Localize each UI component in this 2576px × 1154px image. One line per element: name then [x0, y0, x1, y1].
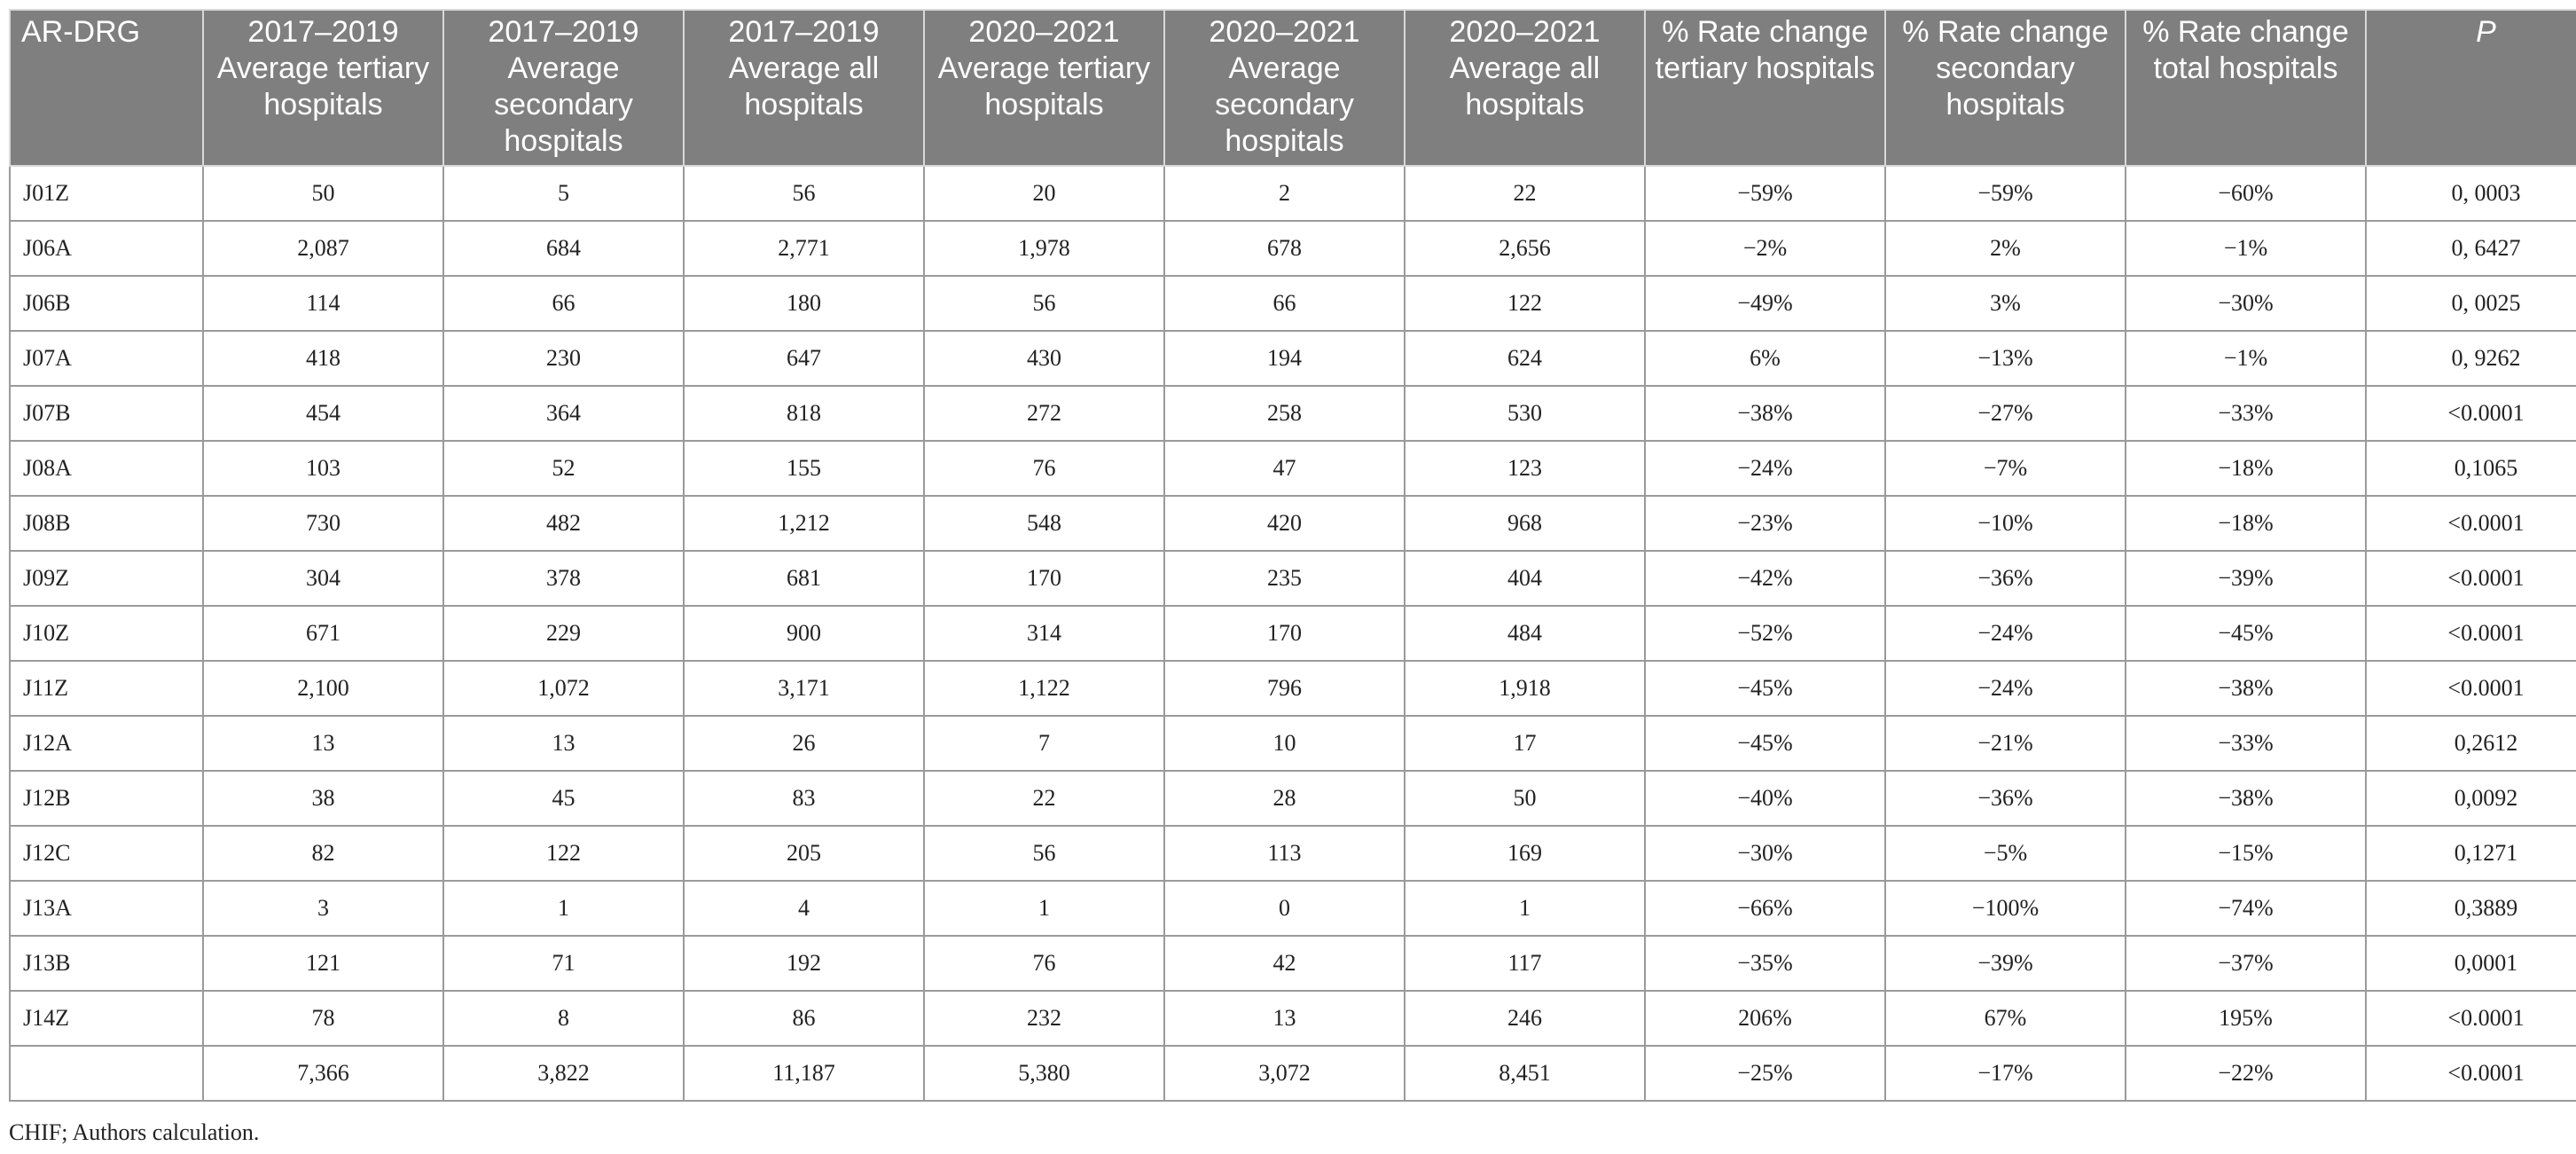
table-header	[10, 10, 2576, 166]
table-row	[10, 221, 2576, 276]
table-cell: 11,187	[684, 1046, 924, 1101]
table-cell: −36%	[1885, 771, 2126, 826]
table-cell: −18%	[2126, 441, 2366, 496]
table-cell: 420	[1164, 496, 1405, 551]
data-table	[9, 9, 2576, 1102]
table-cell: 0, 0025	[2366, 276, 2576, 331]
table-cell: 314	[924, 606, 1164, 661]
row-label-cell: J06B	[10, 276, 203, 331]
table-cell: −38%	[2126, 771, 2366, 826]
table-cell: 17	[1405, 716, 1645, 771]
table-cell: 454	[203, 386, 443, 441]
table-cell: 1,978	[924, 221, 1164, 276]
table-cell: 0,0092	[2366, 771, 2576, 826]
table-cell: 50	[203, 166, 443, 221]
table-cell: 52	[443, 441, 684, 496]
table-cell: 22	[924, 771, 1164, 826]
column-header-3: 2017–2019 Average all hospitals	[684, 10, 924, 166]
table-cell: 647	[684, 331, 924, 386]
table-cell: <0.0001	[2366, 1046, 2576, 1101]
table-cell: −42%	[1645, 551, 1885, 606]
table-cell: 2,771	[684, 221, 924, 276]
table-row	[10, 771, 2576, 826]
table-cell: 684	[443, 221, 684, 276]
table-cell: 0, 6427	[2366, 221, 2576, 276]
table-cell: 22	[1405, 166, 1645, 221]
table-cell: −18%	[2126, 496, 2366, 551]
table-cell: 230	[443, 331, 684, 386]
table-cell: 78	[203, 991, 443, 1046]
table-cell: −45%	[1645, 716, 1885, 771]
table-cell: <0.0001	[2366, 606, 2576, 661]
table-cell: 2	[1164, 166, 1405, 221]
table-cell: 730	[203, 496, 443, 551]
row-label-cell: J07B	[10, 386, 203, 441]
table-row	[10, 331, 2576, 386]
column-header-6: 2020–2021 Average all hospitals	[1405, 10, 1645, 166]
table-cell: <0.0001	[2366, 551, 2576, 606]
table-cell: 113	[1164, 826, 1405, 881]
table-cell: 3	[203, 881, 443, 936]
table-cell: 206%	[1645, 991, 1885, 1046]
table-cell: 2,087	[203, 221, 443, 276]
table-cell: −30%	[2126, 276, 2366, 331]
row-label-cell: J08B	[10, 496, 203, 551]
table-cell: −10%	[1885, 496, 2126, 551]
table-cell: 548	[924, 496, 1164, 551]
table-cell: <0.0001	[2366, 991, 2576, 1046]
table-cell: −66%	[1645, 881, 1885, 936]
table-cell: 364	[443, 386, 684, 441]
table-cell: 671	[203, 606, 443, 661]
table-cell: −38%	[2126, 661, 2366, 716]
table-cell: 114	[203, 276, 443, 331]
table-cell: 0,0001	[2366, 936, 2576, 991]
table-cell: 56	[684, 166, 924, 221]
table-cell: 8,451	[1405, 1046, 1645, 1101]
table-cell: 5,380	[924, 1046, 1164, 1101]
table-cell: −74%	[2126, 881, 2366, 936]
table-cell: 0,2612	[2366, 716, 2576, 771]
table-cell: 7,366	[203, 1046, 443, 1101]
table-cell: 47	[1164, 441, 1405, 496]
table-cell: −35%	[1645, 936, 1885, 991]
table-row	[10, 716, 2576, 771]
table-cell: 42	[1164, 936, 1405, 991]
table-cell: 50	[1405, 771, 1645, 826]
table-cell: −37%	[2126, 936, 2366, 991]
row-label-cell: J06A	[10, 221, 203, 276]
row-label-cell: J07A	[10, 331, 203, 386]
table-cell: 418	[203, 331, 443, 386]
data-table-container	[9, 9, 2567, 1102]
table-cell: 6%	[1645, 331, 1885, 386]
table-cell: 0,3889	[2366, 881, 2576, 936]
column-header-0: AR-DRG	[10, 10, 203, 166]
table-cell: 86	[684, 991, 924, 1046]
table-cell: −25%	[1645, 1046, 1885, 1101]
table-row	[10, 826, 2576, 881]
table-cell: 681	[684, 551, 924, 606]
row-label-cell: J10Z	[10, 606, 203, 661]
table-cell: 246	[1405, 991, 1645, 1046]
table-cell: 155	[684, 441, 924, 496]
table-cell: −24%	[1885, 606, 2126, 661]
table-row	[10, 166, 2576, 221]
table-cell: −7%	[1885, 441, 2126, 496]
table-cell: 76	[924, 936, 1164, 991]
table-cell: 20	[924, 166, 1164, 221]
table-cell: −33%	[2126, 716, 2366, 771]
table-cell: 1,918	[1405, 661, 1645, 716]
column-header-2: 2017–2019 Average secondary hospitals	[443, 10, 684, 166]
table-cell: −22%	[2126, 1046, 2366, 1101]
table-row	[10, 991, 2576, 1046]
table-cell: 0,1271	[2366, 826, 2576, 881]
table-cell: −15%	[2126, 826, 2366, 881]
row-label-cell: J13B	[10, 936, 203, 991]
table-cell: 5	[443, 166, 684, 221]
table-cell: 229	[443, 606, 684, 661]
table-row	[10, 441, 2576, 496]
table-cell: −39%	[2126, 551, 2366, 606]
table-cell: 195%	[2126, 991, 2366, 1046]
table-cell: 1,212	[684, 496, 924, 551]
row-label-cell: J09Z	[10, 551, 203, 606]
table-cell: −5%	[1885, 826, 2126, 881]
table-cell: −21%	[1885, 716, 2126, 771]
table-cell: 28	[1164, 771, 1405, 826]
row-label-cell: J08A	[10, 441, 203, 496]
table-cell: 272	[924, 386, 1164, 441]
table-cell: 122	[1405, 276, 1645, 331]
table-cell: 2,656	[1405, 221, 1645, 276]
table-cell: 1	[443, 881, 684, 936]
table-cell: 404	[1405, 551, 1645, 606]
table-row	[10, 661, 2576, 716]
table-cell: −38%	[1645, 386, 1885, 441]
table-cell: 482	[443, 496, 684, 551]
table-row	[10, 1046, 2576, 1101]
table-footnote: CHIF; Authors calculation.	[9, 1119, 260, 1145]
table-cell: 170	[1164, 606, 1405, 661]
table-cell: <0.0001	[2366, 661, 2576, 716]
table-cell: 818	[684, 386, 924, 441]
table-cell: <0.0001	[2366, 386, 2576, 441]
table-cell: −52%	[1645, 606, 1885, 661]
table-cell: −59%	[1885, 166, 2126, 221]
table-cell: 123	[1405, 441, 1645, 496]
table-row	[10, 551, 2576, 606]
row-label-cell: J14Z	[10, 991, 203, 1046]
table-cell: 4	[684, 881, 924, 936]
table-cell: −36%	[1885, 551, 2126, 606]
table-cell: 0, 9262	[2366, 331, 2576, 386]
table-cell: 83	[684, 771, 924, 826]
table-cell: −60%	[2126, 166, 2366, 221]
column-header-5: 2020–2021 Average secondary hospitals	[1164, 10, 1405, 166]
table-cell: 235	[1164, 551, 1405, 606]
table-cell: −17%	[1885, 1046, 2126, 1101]
table-row	[10, 496, 2576, 551]
column-header-9: % Rate change total hospitals	[2126, 10, 2366, 166]
row-label-cell: J01Z	[10, 166, 203, 221]
table-cell: 1	[1405, 881, 1645, 936]
table-cell: 2,100	[203, 661, 443, 716]
table-cell: −1%	[2126, 221, 2366, 276]
table-cell: −27%	[1885, 386, 2126, 441]
table-cell: −39%	[1885, 936, 2126, 991]
table-cell: 430	[924, 331, 1164, 386]
table-cell: −100%	[1885, 881, 2126, 936]
table-cell: 7	[924, 716, 1164, 771]
table-cell: 192	[684, 936, 924, 991]
table-cell: 1	[924, 881, 1164, 936]
table-cell: 900	[684, 606, 924, 661]
table-cell: 8	[443, 991, 684, 1046]
table-cell: 0, 0003	[2366, 166, 2576, 221]
table-cell: 0,1065	[2366, 441, 2576, 496]
table-cell: 304	[203, 551, 443, 606]
table-cell: −13%	[1885, 331, 2126, 386]
table-cell: 3,822	[443, 1046, 684, 1101]
table-cell: 194	[1164, 331, 1405, 386]
table-cell: 3%	[1885, 276, 2126, 331]
table-cell: 3,171	[684, 661, 924, 716]
table-cell: 13	[1164, 991, 1405, 1046]
table-cell: 76	[924, 441, 1164, 496]
table-cell: −24%	[1645, 441, 1885, 496]
table-cell: 103	[203, 441, 443, 496]
table-cell: 122	[443, 826, 684, 881]
table-cell: −1%	[2126, 331, 2366, 386]
table-row	[10, 936, 2576, 991]
table-row	[10, 386, 2576, 441]
table-cell: 121	[203, 936, 443, 991]
table-cell: 66	[1164, 276, 1405, 331]
table-cell: 45	[443, 771, 684, 826]
table-cell: 13	[203, 716, 443, 771]
table-body	[10, 166, 2576, 1101]
row-label-cell: J13A	[10, 881, 203, 936]
table-cell: 67%	[1885, 991, 2126, 1046]
table-cell: 169	[1405, 826, 1645, 881]
table-cell: 530	[1405, 386, 1645, 441]
column-header-8: % Rate change secondary hospitals	[1885, 10, 2126, 166]
row-label-cell	[10, 1046, 203, 1101]
table-cell: 3,072	[1164, 1046, 1405, 1101]
row-label-cell: J12A	[10, 716, 203, 771]
table-cell: 968	[1405, 496, 1645, 551]
table-cell: −49%	[1645, 276, 1885, 331]
table-cell: 66	[443, 276, 684, 331]
table-cell: −24%	[1885, 661, 2126, 716]
table-cell: 71	[443, 936, 684, 991]
row-label-cell: J12C	[10, 826, 203, 881]
header-row	[10, 10, 2576, 166]
table-cell: 378	[443, 551, 684, 606]
table-cell: 117	[1405, 936, 1645, 991]
table-cell: 0	[1164, 881, 1405, 936]
table-cell: 205	[684, 826, 924, 881]
p-value-header-label: P	[2476, 15, 2496, 49]
row-label-cell: J12B	[10, 771, 203, 826]
table-cell: 484	[1405, 606, 1645, 661]
table-cell: 232	[924, 991, 1164, 1046]
column-header-1: 2017–2019 Average tertiary hospitals	[203, 10, 443, 166]
table-cell: 10	[1164, 716, 1405, 771]
table-cell: 56	[924, 826, 1164, 881]
table-cell: 1,072	[443, 661, 684, 716]
table-cell: 1,122	[924, 661, 1164, 716]
table-cell: −30%	[1645, 826, 1885, 881]
table-cell: −33%	[2126, 386, 2366, 441]
table-cell: <0.0001	[2366, 496, 2576, 551]
table-cell: 180	[684, 276, 924, 331]
table-cell: −59%	[1645, 166, 1885, 221]
column-header-7: % Rate change tertiary hospitals	[1645, 10, 1885, 166]
table-cell: −45%	[1645, 661, 1885, 716]
table-cell: −40%	[1645, 771, 1885, 826]
column-header-4: 2020–2021 Average tertiary hospitals	[924, 10, 1164, 166]
table-cell: −45%	[2126, 606, 2366, 661]
table-cell: 82	[203, 826, 443, 881]
table-cell: −2%	[1645, 221, 1885, 276]
table-cell: 170	[924, 551, 1164, 606]
table-row	[10, 881, 2576, 936]
table-cell: 38	[203, 771, 443, 826]
table-cell: 796	[1164, 661, 1405, 716]
table-cell: 678	[1164, 221, 1405, 276]
table-cell: 13	[443, 716, 684, 771]
table-row	[10, 606, 2576, 661]
table-row	[10, 276, 2576, 331]
table-cell: 26	[684, 716, 924, 771]
table-cell: 624	[1405, 331, 1645, 386]
table-cell: −23%	[1645, 496, 1885, 551]
table-cell: 258	[1164, 386, 1405, 441]
table-cell: 2%	[1885, 221, 2126, 276]
column-header-10	[2366, 10, 2576, 166]
table-cell: 56	[924, 276, 1164, 331]
row-label-cell: J11Z	[10, 661, 203, 716]
